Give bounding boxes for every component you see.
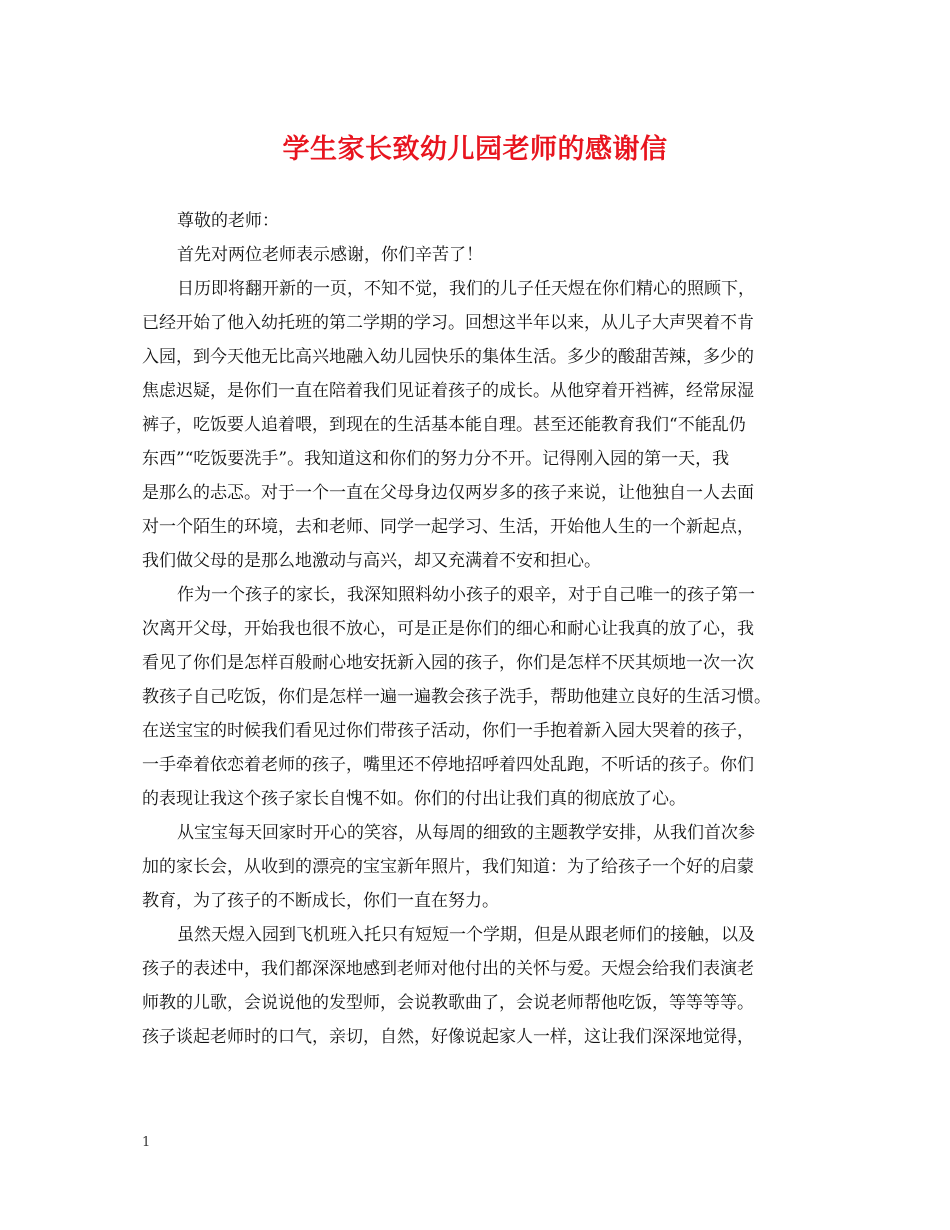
text-line: 看见了你们是怎样百般耐心地安抚新入园的孩子，你们是怎样不厌其烦地一次一次 <box>142 653 754 673</box>
text-line: 教孩子自己吃饭，你们是怎样一遍一遍教会孩子洗手，帮助他建立良好的生活习惯。 <box>142 687 771 707</box>
text-line: 入园，到今天他无比高兴地融入幼儿园快乐的集体生活。多少的酸甜苦辣，多少的 <box>142 347 754 367</box>
page-number: 1 <box>142 1135 151 1150</box>
text-line: 首先对两位老师表示感谢，你们辛苦了！ <box>177 245 483 265</box>
text-line: 一手牵着依恋着老师的孩子，嘴里还不停地招呼着四处乱跑，不听话的孩子。你们 <box>142 755 754 775</box>
text-line: 在送宝宝的时候我们看见过你们带孩子活动，你们一手抱着新入园大哭着的孩子， <box>142 721 754 741</box>
text-line: 我们做父母的是那么地激动与高兴，却又充满着不安和担心。 <box>142 551 601 571</box>
text-line: 教育，为了孩子的不断成长，你们一直在努力。 <box>142 891 499 911</box>
text-line: 东西”“吃饭要洗手”。我知道这和你们的努力分不开。记得刚入园的第一天，我 <box>142 449 730 469</box>
letter-body <box>142 204 822 1054</box>
document-title: 学生家长致幼儿园老师的感谢信 <box>282 134 668 165</box>
text-line: 的表现让我这个孩子家长自愧不如。你们的付出让我们真的彻底放了心。 <box>142 789 686 809</box>
text-line: 尊敬的老师： <box>177 211 279 231</box>
text-line: 加的家长会，从收到的漂亮的宝宝新年照片，我们知道：为了给孩子一个好的启蒙 <box>142 857 754 877</box>
text-line: 师教的儿歌，会说说他的发型师，会说教歌曲了，会说老师帮他吃饭，等等等等。 <box>142 993 754 1013</box>
text-line: 次离开父母，开始我也很不放心，可是正是你们的细心和耐心让我真的放了心，我 <box>142 619 754 639</box>
text-line: 从宝宝每天回家时开心的笑容，从每周的细致的主题教学安排，从我们首次参 <box>177 823 755 843</box>
text-line: 已经开始了他入幼托班的第二学期的学习。回想这半年以来，从儿子大声哭着不肯 <box>142 313 754 333</box>
text-line: 焦虑迟疑，是你们一直在陪着我们见证着孩子的成长。从他穿着开裆裤，经常尿湿 <box>142 381 754 401</box>
text-line: 孩子谈起老师时的口气，亲切，自然，好像说起家人一样，这让我们深深地觉得， <box>142 1027 754 1047</box>
text-line: 对一个陌生的环境，去和老师、同学一起学习、生活，开始他人生的一个新起点， <box>142 517 754 537</box>
text-line: 日历即将翻开新的一页，不知不觉，我们的儿子任天煜在你们精心的照顾下， <box>177 279 755 299</box>
text-line: 裤子，吃饭要人追着喂，到现在的生活基本能自理。甚至还能教育我们“不能乱仍 <box>142 415 746 435</box>
text-line: 虽然天煜入园到飞机班入托只有短短一个学期，但是从跟老师们的接触，以及 <box>177 925 755 945</box>
text-line: 作为一个孩子的家长，我深知照料幼小孩子的艰辛，对于自己唯一的孩子第一 <box>177 585 755 605</box>
text-line: 是那么的忐忑。对于一个一直在父母身边仅两岁多的孩子来说，让他独自一人去面 <box>142 483 754 503</box>
text-line: 孩子的表述中，我们都深深地感到老师对他付出的关怀与爱。天煜会给我们表演老 <box>142 959 754 979</box>
